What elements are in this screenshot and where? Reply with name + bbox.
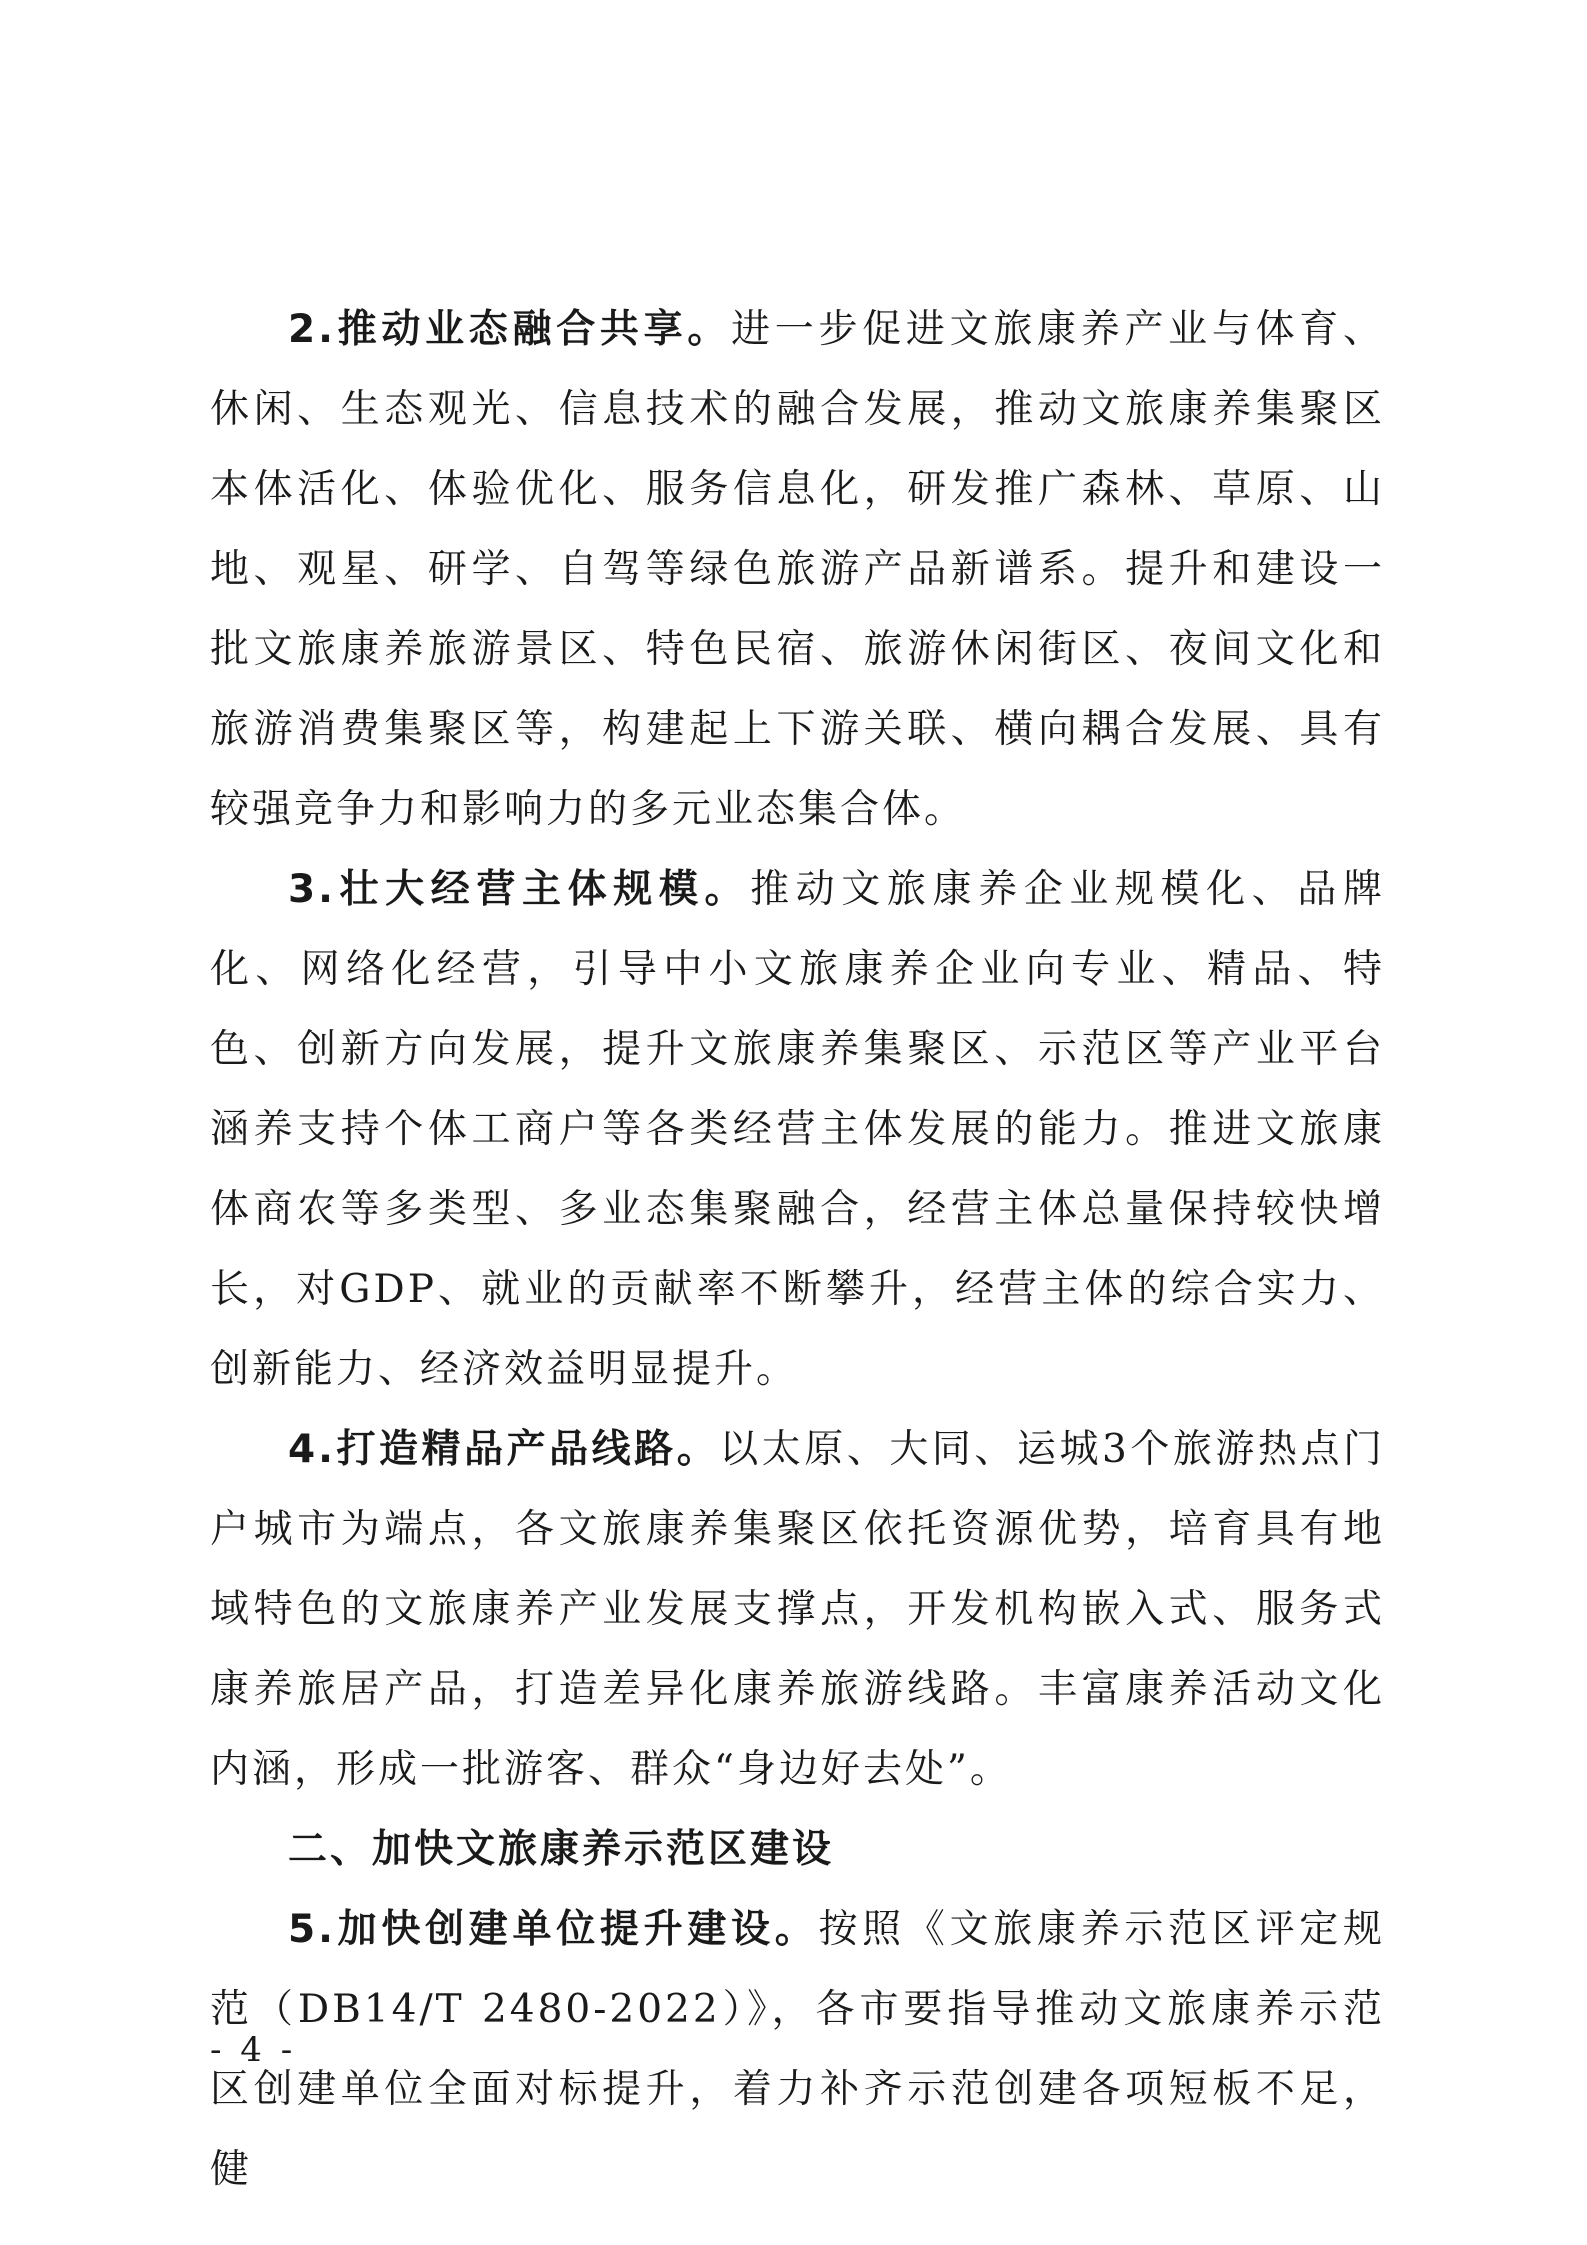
page-number: - 4 - xyxy=(210,2030,297,2070)
paragraph-5-lead: 5.加快创建单位提升建设。 xyxy=(288,1907,819,1952)
paragraph-3-lead: 3.壮大经营主体规模。 xyxy=(288,867,751,912)
paragraph-5 xyxy=(210,1890,1385,2210)
document-body xyxy=(210,290,1385,2210)
paragraph-2-lead: 2.推动业态融合共享。 xyxy=(288,307,732,352)
paragraph-2-body: 进一步促进文旅康养产业与体育、休闲、生态观光、信息技术的融合发展，推动文旅康养集聚区本体活化、体验优化、服务信息化，研发推广森林、草原、山地、观星、研学、自驾等绿色旅游产品新谱系。提升和建设一批文旅康养旅游景区、特色民宿、旅游休闲街区、夜间文化和旅游消费集聚区等，构建起上下游关联、横向耦合发展、具有较强竞争力和影响力的多元业态集合体。 xyxy=(210,307,1385,832)
paragraph-4 xyxy=(210,1410,1385,1810)
paragraph-5-body: 按照《文旅康养示范区评定规范（DB14/T 2480-2022）》，各市要指导推动文旅康养示范区创建单位全面对标提升，着力补齐示范创建各项短板不足，健 xyxy=(210,1907,1385,2192)
paragraph-4-lead: 4.打造精品产品线路。 xyxy=(288,1427,720,1472)
paragraph-3-body: 推动文旅康养企业规模化、品牌化、网络化经营，引导中小文旅康养企业向专业、精品、特色、创新方向发展，提升文旅康养集聚区、示范区等产业平台涵养支持个体工商户等各类经营主体发展的能力。推进文旅康体商农等多类型、多业态集聚融合，经营主体总量保持较快增长，对GDP、就业的贡献率不断攀升，经营主体的综合实力、创新能力、经济效益明显提升。 xyxy=(210,867,1385,1392)
section-heading: 二、加快文旅康养示范区建设 xyxy=(288,1827,835,1872)
paragraph-2 xyxy=(210,290,1385,850)
paragraph-4-body: 以太原、大同、运城3个旅游热点门户城市为端点，各文旅康养集聚区依托资源优势，培育具有地域特色的文旅康养产业发展支撑点，开发机构嵌入式、服务式康养旅居产品，打造差异化康养旅游线路。丰富康养活动文化内涵，形成一批游客、群众“身边好去处”。 xyxy=(210,1427,1385,1792)
paragraph-3 xyxy=(210,850,1385,1410)
